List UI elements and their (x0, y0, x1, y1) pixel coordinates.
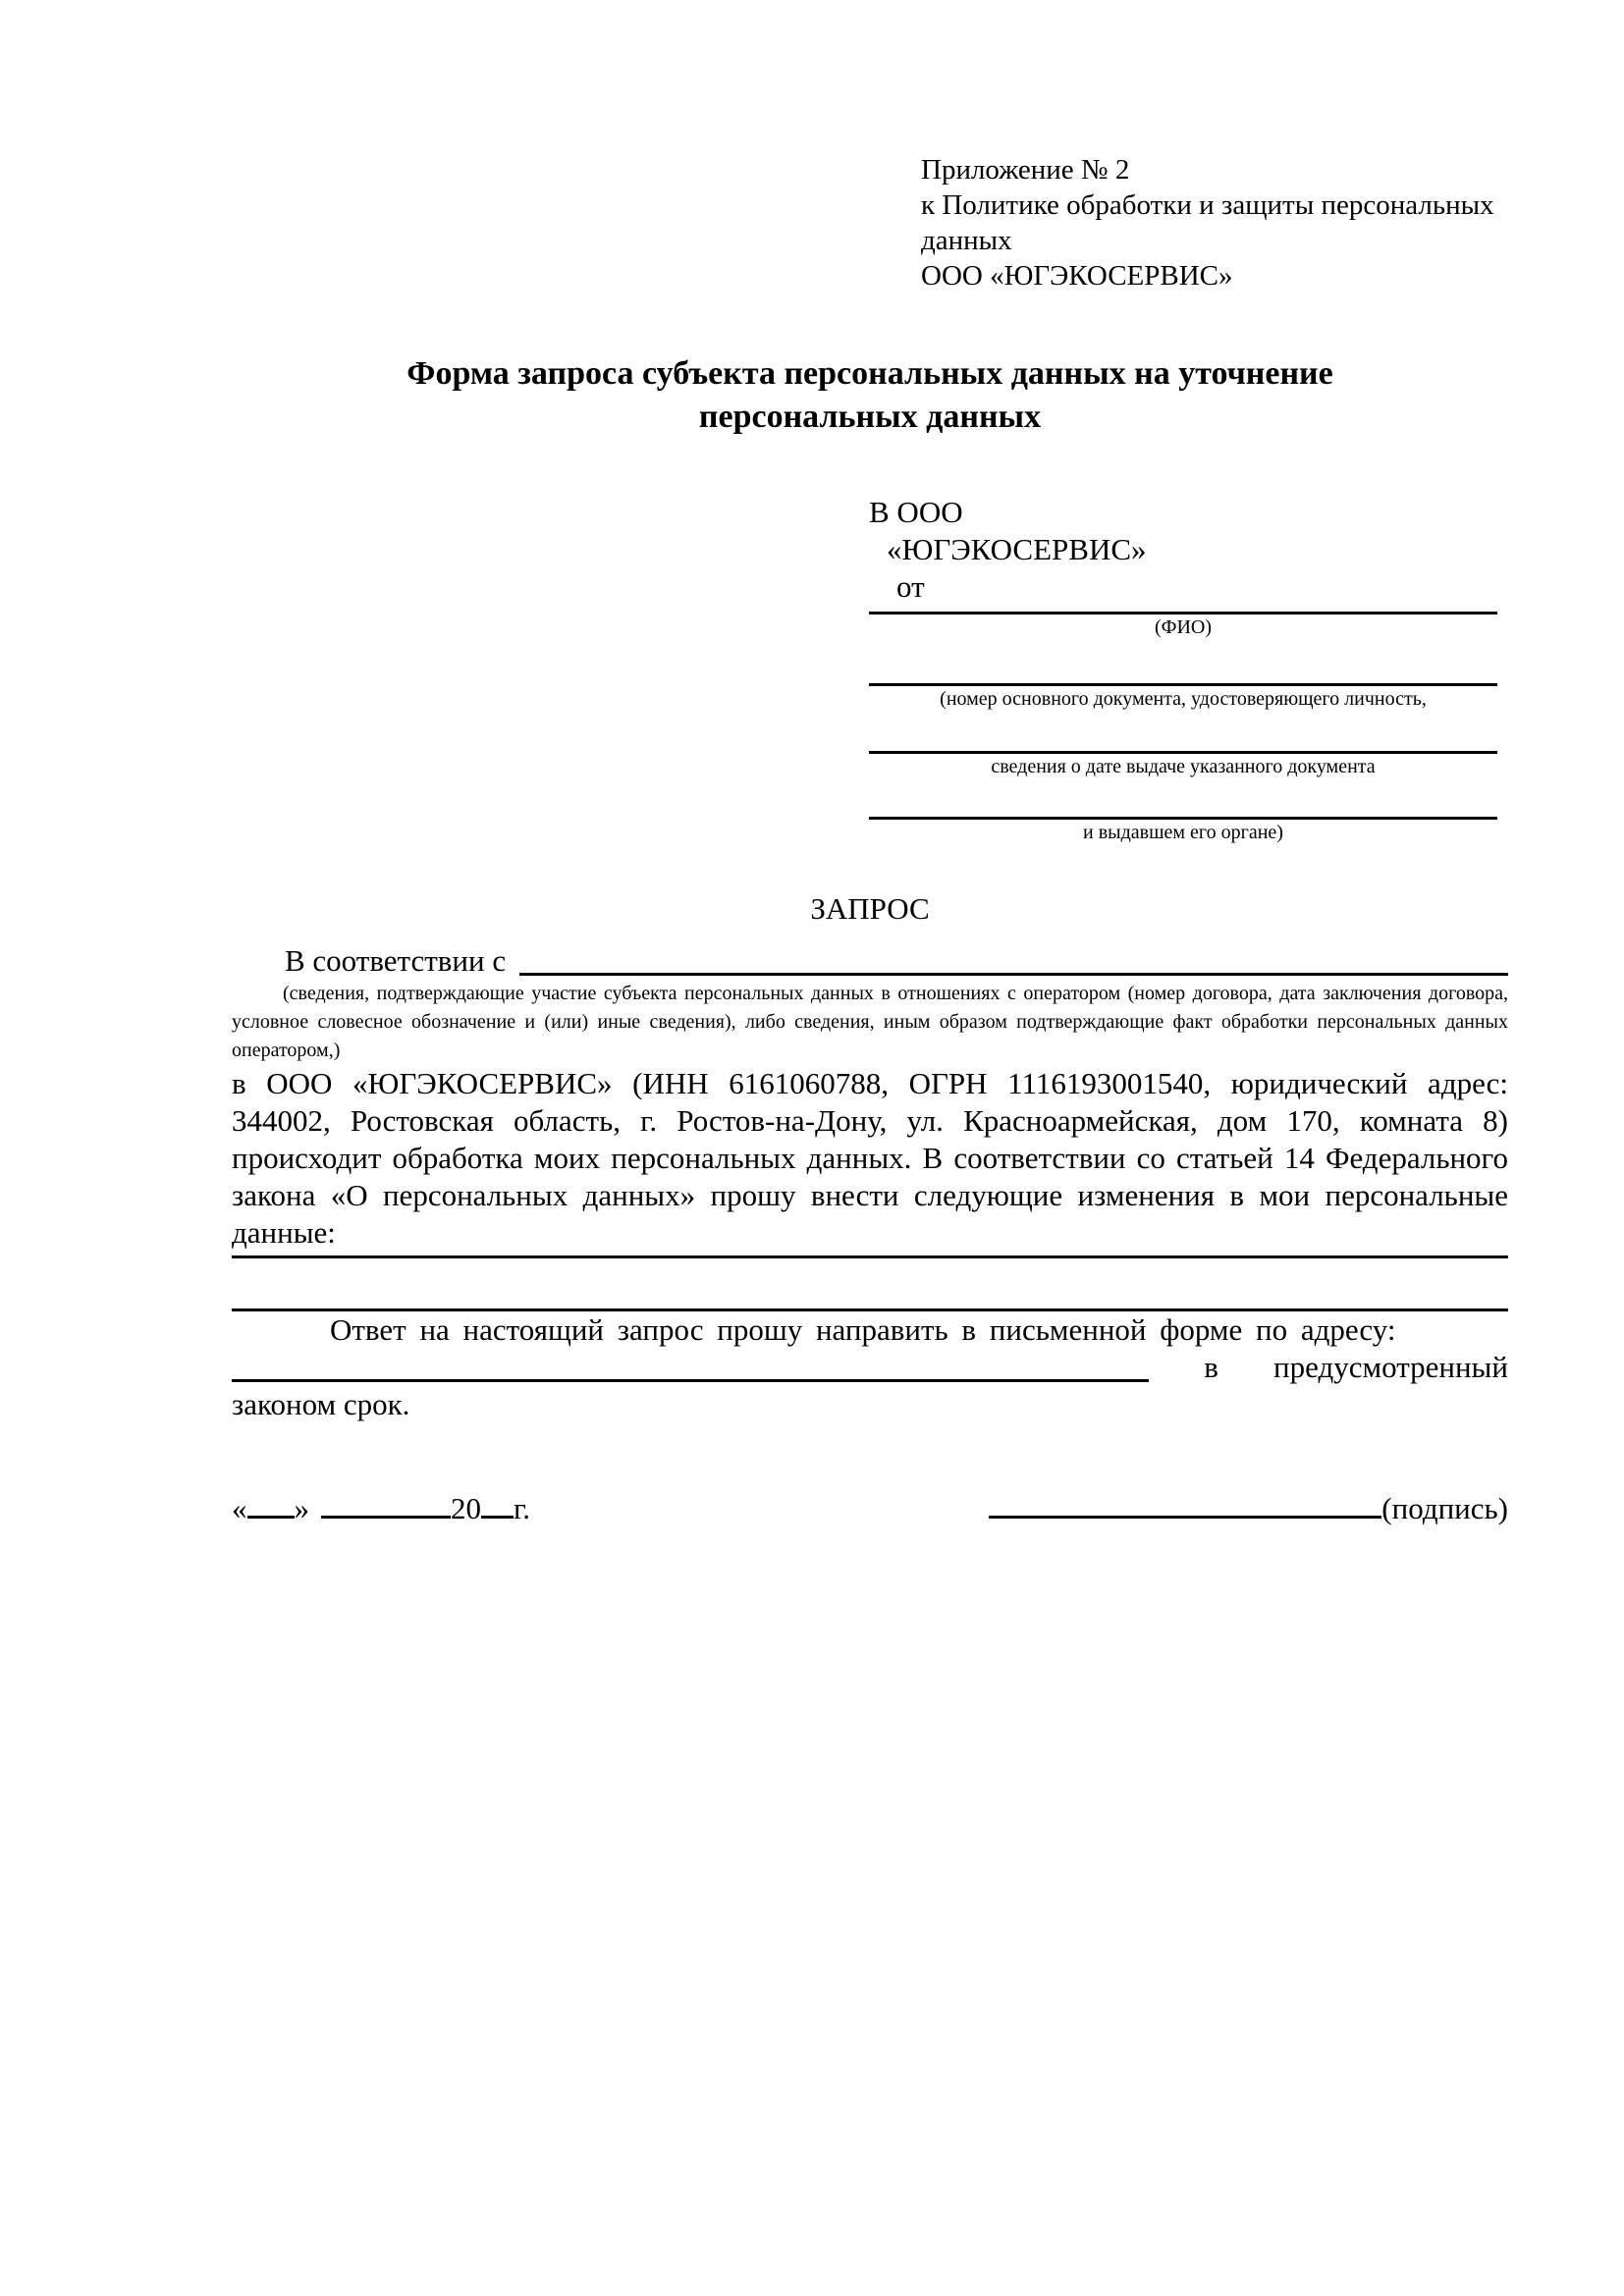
addressee-org-line-2: «ЮГЭКОСЕРВИС» (887, 532, 1147, 566)
accordance-line (232, 942, 1508, 980)
doc-number-blank-line (869, 640, 1497, 686)
annex-line: к Политике обработки и защиты персональных (921, 189, 1494, 221)
fio-blank-line (869, 606, 1497, 614)
addressee-block (869, 494, 1497, 845)
changes-blank-line-1 (232, 1252, 1508, 1258)
date-quote-close: » (294, 1491, 309, 1525)
reply-address-sentence: Ответ на настоящий запрос прошу направить в письменной форме по адресу: (330, 1312, 1396, 1347)
page-title-line-2: персональных данных (698, 399, 1042, 435)
signature-caption: (подпись) (1381, 1491, 1508, 1525)
annex-header (921, 152, 1510, 294)
date-year-prefix: 20 (451, 1491, 481, 1525)
addressee-from-label: от (896, 569, 925, 604)
accordance-prefix: В соответствии с (285, 943, 507, 978)
annex-line: ООО «ЮГЭКОСЕРВИС» (921, 260, 1233, 292)
request-body-paragraph: в ООО «ЮГЭКОСЕРВИС» (ИНН 6161060788, ОГРН 1116193001540, юридический адрес: 344002, Ростовская область, г. Ростов-на-Дону, ул. Красноармейская, дом 170, комната 8) происходит обработка моих персональных данных. В соответствии со статьей 14 Федерального закона «О персональных данных» прошу внести следующие изменения в мои персональные данные: (232, 1066, 1508, 1250)
annex-line: Приложение № 2 (921, 154, 1130, 186)
annex-line: данных (921, 225, 1012, 256)
fio-caption: (ФИО) (1154, 616, 1212, 638)
accordance-footnote: (сведения, подтверждающие участие субъекта персональных данных в отношениях с оператором (номер договора, дата заключения договора, условное словесное обозначение и (или) иные сведения), либо сведения, иным образом подтверждающие факт обработки персональных данных оператором,) (232, 983, 1508, 1061)
signature-blank-line (989, 1484, 1381, 1519)
page-title (232, 352, 1508, 439)
changes-blank-line-2 (232, 1258, 1508, 1311)
accordance-blank-line (519, 943, 1508, 976)
date-month-blank (321, 1484, 451, 1519)
reply-address-blank-line (232, 1350, 1149, 1382)
date-year-suffix: г. (514, 1491, 530, 1525)
reply-closing-text: законом срок. (232, 1387, 410, 1421)
date-day-blank (247, 1484, 295, 1519)
doc-issuer-blank-line (869, 779, 1497, 820)
request-heading: ЗАПРОС (810, 891, 930, 926)
reply-word-v: в (1204, 1350, 1218, 1384)
doc-number-caption: (номер основного документа, удостоверяющего личность, (940, 688, 1427, 710)
doc-date-caption: сведения о дате выдаче указанного документа (991, 756, 1376, 777)
page-content (232, 152, 1508, 1527)
signature-group (989, 1484, 1508, 1527)
reply-word-term: предусмотренный (1273, 1350, 1508, 1384)
addressee-org-line-1: В ООО (869, 495, 963, 529)
page-title-line-1: Форма запроса субъекта персональных данных на уточнение (406, 355, 1333, 392)
reply-address-line (232, 1349, 1508, 1386)
date-group (232, 1484, 530, 1527)
date-signature-row (232, 1484, 1508, 1527)
date-year-blank (481, 1484, 514, 1519)
date-quote-open: « (232, 1491, 247, 1525)
doc-date-blank-line (869, 712, 1497, 754)
doc-issuer-caption: и выдавшем его органе) (1083, 822, 1283, 843)
